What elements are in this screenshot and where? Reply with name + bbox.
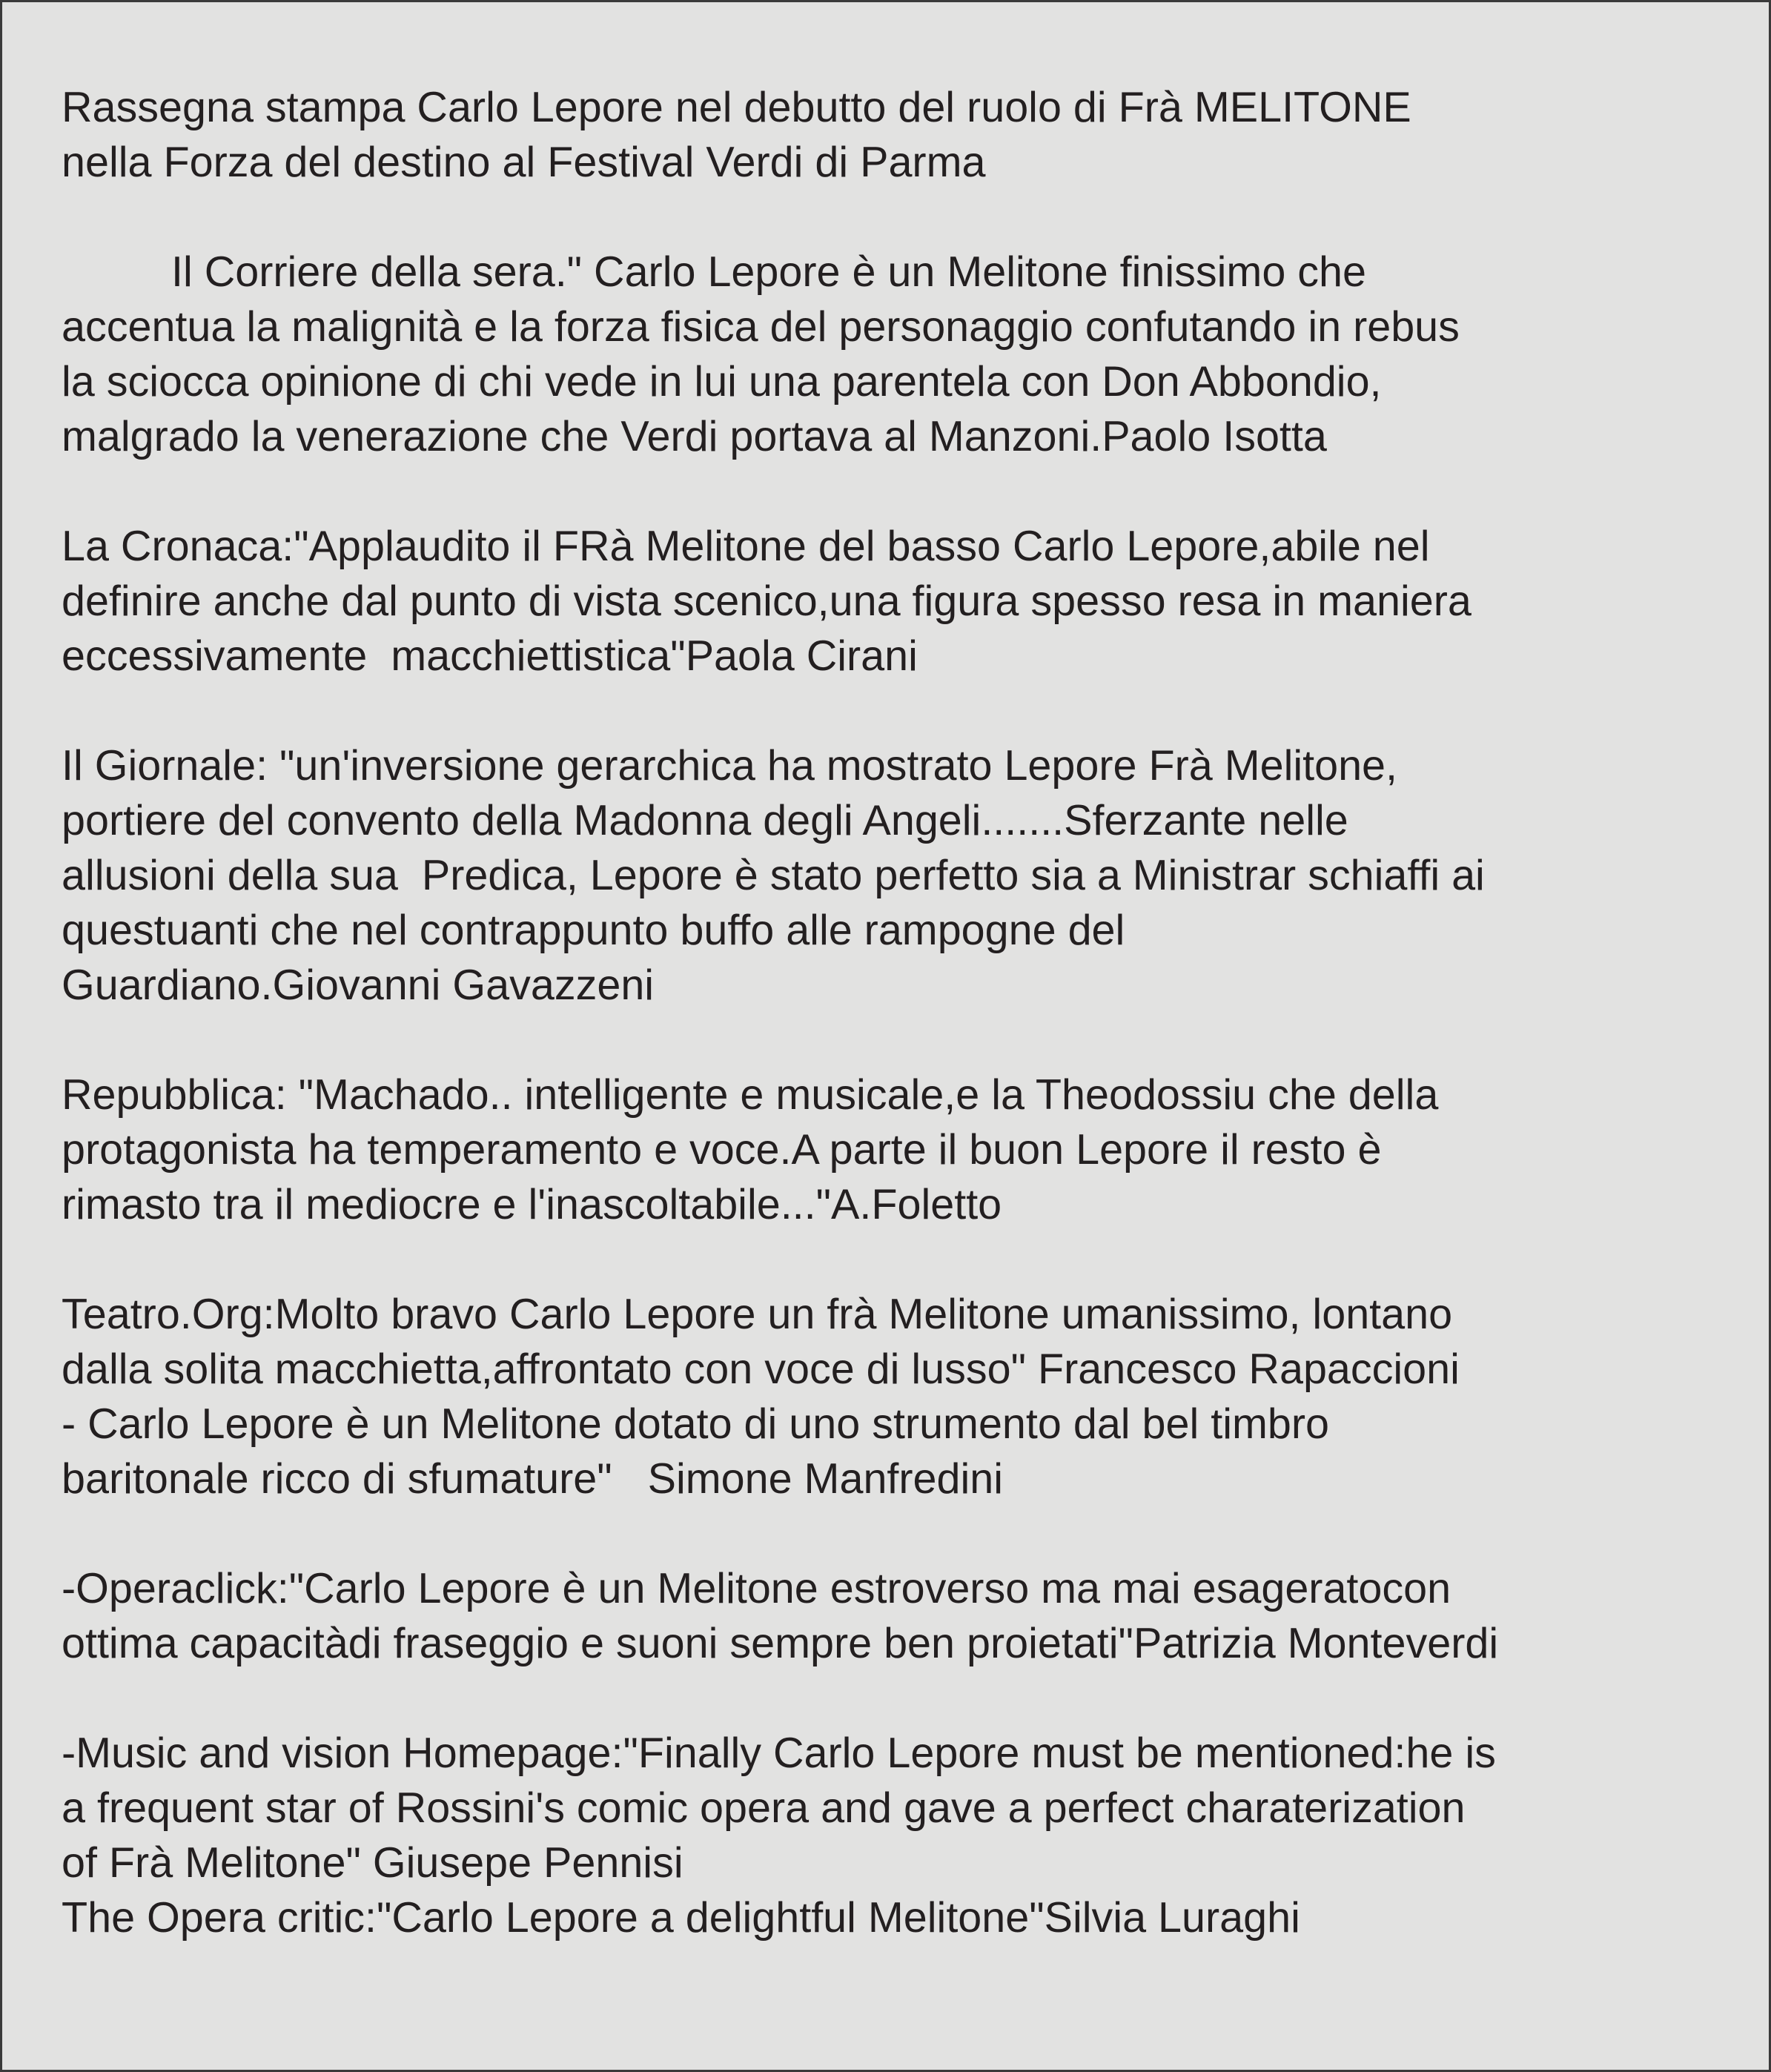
review-repubblica (62, 1068, 1767, 1232)
review-line: -Operaclick:"Carlo Lepore è un Melitone estroverso ma mai esageratocon (62, 1565, 1451, 1612)
review-line: Il Corriere della sera." Carlo Lepore è un Melitone finissimo che (171, 248, 1366, 296)
review-line: accentua la malignità e la forza fisica del personaggio confutando in rebus (62, 303, 1460, 351)
review-line: ottima capacitàdi fraseggio e suoni sempre ben proietati"Patrizia Monteverdi (62, 1620, 1499, 1667)
review-il-giornale (62, 738, 1767, 1013)
review-line: malgrado la venerazione che Verdi portava al Manzoni.Paolo Isotta (62, 413, 1327, 460)
review-line: questuanti che nel contrappunto buffo alle rampogne del (62, 907, 1125, 954)
review-line: la sciocca opinione di chi vede in lui una parentela con Don Abbondio, (62, 358, 1382, 406)
review-line: allusioni della sua Predica, Lepore è stato perfetto sia a Ministrar schiaffi ai (62, 852, 1485, 899)
review-la-cronaca (62, 519, 1767, 684)
review-line: rimasto tra il mediocre e l'inascoltabile..."A.Foletto (62, 1181, 1002, 1228)
review-corriere-della-sera (62, 245, 1767, 464)
document-body (62, 80, 1767, 1945)
review-line: baritonale ricco di sfumature" Simone Manfredini (62, 1455, 1004, 1503)
review-operaclick (62, 1561, 1767, 1671)
review-line: Repubblica: "Machado.. intelligente e musicale,e la Theodossiu che della (62, 1071, 1439, 1119)
review-line: La Cronaca:"Applaudito il FRà Melitone del basso Carlo Lepore,abile nel (62, 523, 1430, 570)
review-line: of Frà Melitone" Giusepe Pennisi (62, 1839, 683, 1887)
heading-paragraph (62, 80, 1767, 190)
review-line: eccessivamente macchiettistica"Paola Cirani (62, 632, 918, 680)
heading-line: nella Forza del destino al Festival Verdi di Parma (62, 139, 986, 186)
review-music-and-vision (62, 1726, 1767, 1945)
review-teatro-org (62, 1287, 1767, 1506)
review-line: - Carlo Lepore è un Melitone dotato di uno strumento dal bel timbro (62, 1400, 1330, 1448)
heading-line: Rassegna stampa Carlo Lepore nel debutto del ruolo di Frà MELITONE (62, 84, 1411, 131)
review-line: protagonista ha temperamento e voce.A parte il buon Lepore il resto è (62, 1126, 1382, 1174)
review-line: portiere del convento della Madonna degli Angeli.......Sferzante nelle (62, 797, 1348, 844)
review-line: a frequent star of Rossini's comic opera and gave a perfect charaterization (62, 1784, 1466, 1832)
review-line: Teatro.Org:Molto bravo Carlo Lepore un frà Melitone umanissimo, lontano (62, 1291, 1453, 1338)
review-line: dalla solita macchietta,affrontato con voce di lusso" Francesco Rapaccioni (62, 1346, 1460, 1393)
review-line: definire anche dal punto di vista scenico,una figura spesso resa in maniera (62, 577, 1472, 625)
review-line: Guardiano.Giovanni Gavazzeni (62, 961, 655, 1009)
review-line: Il Giornale: "un'inversione gerarchica ha mostrato Lepore Frà Melitone, (62, 742, 1398, 790)
review-line: -Music and vision Homepage:"Finally Carlo Lepore must be mentioned:he is (62, 1730, 1496, 1777)
review-line: The Opera critic:"Carlo Lepore a delightful Melitone"Silvia Luraghi (62, 1894, 1300, 1942)
